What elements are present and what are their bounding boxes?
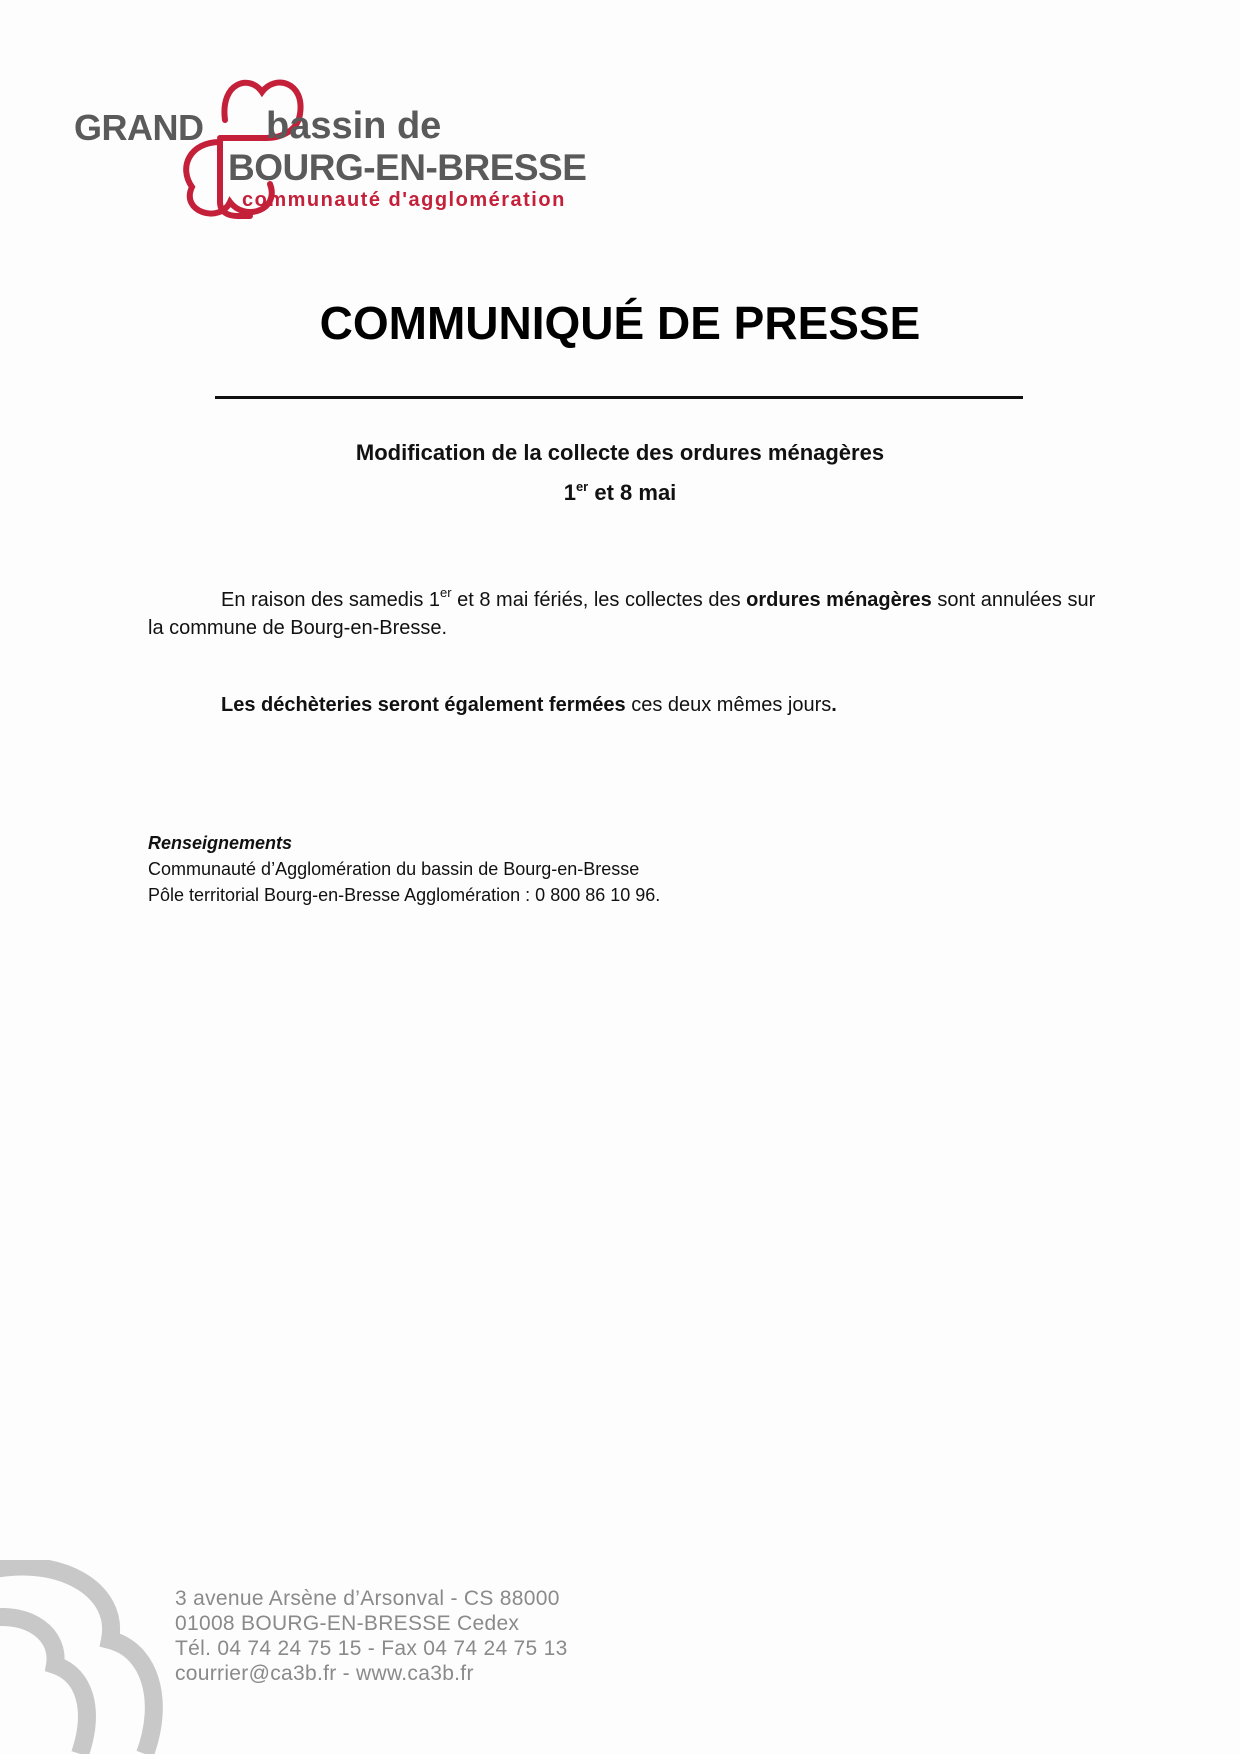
- dates-number: 1: [563, 480, 576, 505]
- footer-address-2: 01008 BOURG-EN-BRESSE Cedex: [175, 1612, 520, 1635]
- ca3b-logo: [70, 72, 630, 222]
- page-title: COMMUNIQUÉ DE PRESSE: [319, 297, 921, 349]
- p1-text-a: En raison des samedis 1: [221, 589, 441, 611]
- logo-text-bourg: BOURG-EN-BRESSE: [228, 147, 587, 188]
- p2-period: .: [831, 694, 837, 716]
- logo-text-communaute: communauté d'agglomération: [242, 189, 566, 211]
- info-heading: Renseignements: [148, 833, 293, 853]
- title-divider: [215, 396, 1023, 399]
- logo-text-bassin: bassin de: [266, 105, 442, 147]
- info-line-1: Communauté d’Agglomération du bassin de Bourg-en-Bresse: [148, 859, 640, 879]
- footer-contact: [175, 1586, 568, 1686]
- info-line-2: Pôle territorial Bourg-en-Bresse Agglomération : 0 800 86 10 96.: [148, 885, 661, 905]
- paragraph-dump-closed: [148, 691, 1098, 719]
- footer-address-1: 3 avenue Arsène d’Arsonval - CS 88000: [175, 1587, 560, 1610]
- p2-text: ces deux mêmes jours: [625, 694, 832, 716]
- paragraph-collection-cancelled: [148, 579, 1098, 642]
- info-block: [148, 830, 660, 908]
- dates-superscript: er: [575, 479, 589, 494]
- dates-rest: et 8 mai: [588, 480, 677, 505]
- p1-text-c: sont annulées sur la commune de Bourg-en-Bresse.: [148, 589, 1096, 639]
- p1-bold: ordures ménagères: [746, 589, 932, 611]
- p1-text-b: et 8 mai fériés, les collectes des: [451, 589, 747, 611]
- subtitle: Modification de la collecte des ordures ménagères: [355, 440, 885, 465]
- footer-phone: Tél. 04 74 24 75 15 - Fax 04 74 24 75 13: [175, 1637, 568, 1660]
- p1-superscript: er: [440, 585, 452, 600]
- p2-bold: Les déchèteries seront également fermées: [221, 694, 626, 716]
- dates-heading: [0, 479, 1240, 506]
- logo-text-grand: GRAND: [74, 107, 204, 148]
- cloud-decoration-icon: [0, 1560, 170, 1754]
- footer-web: courrier@ca3b.fr - www.ca3b.fr: [175, 1662, 474, 1685]
